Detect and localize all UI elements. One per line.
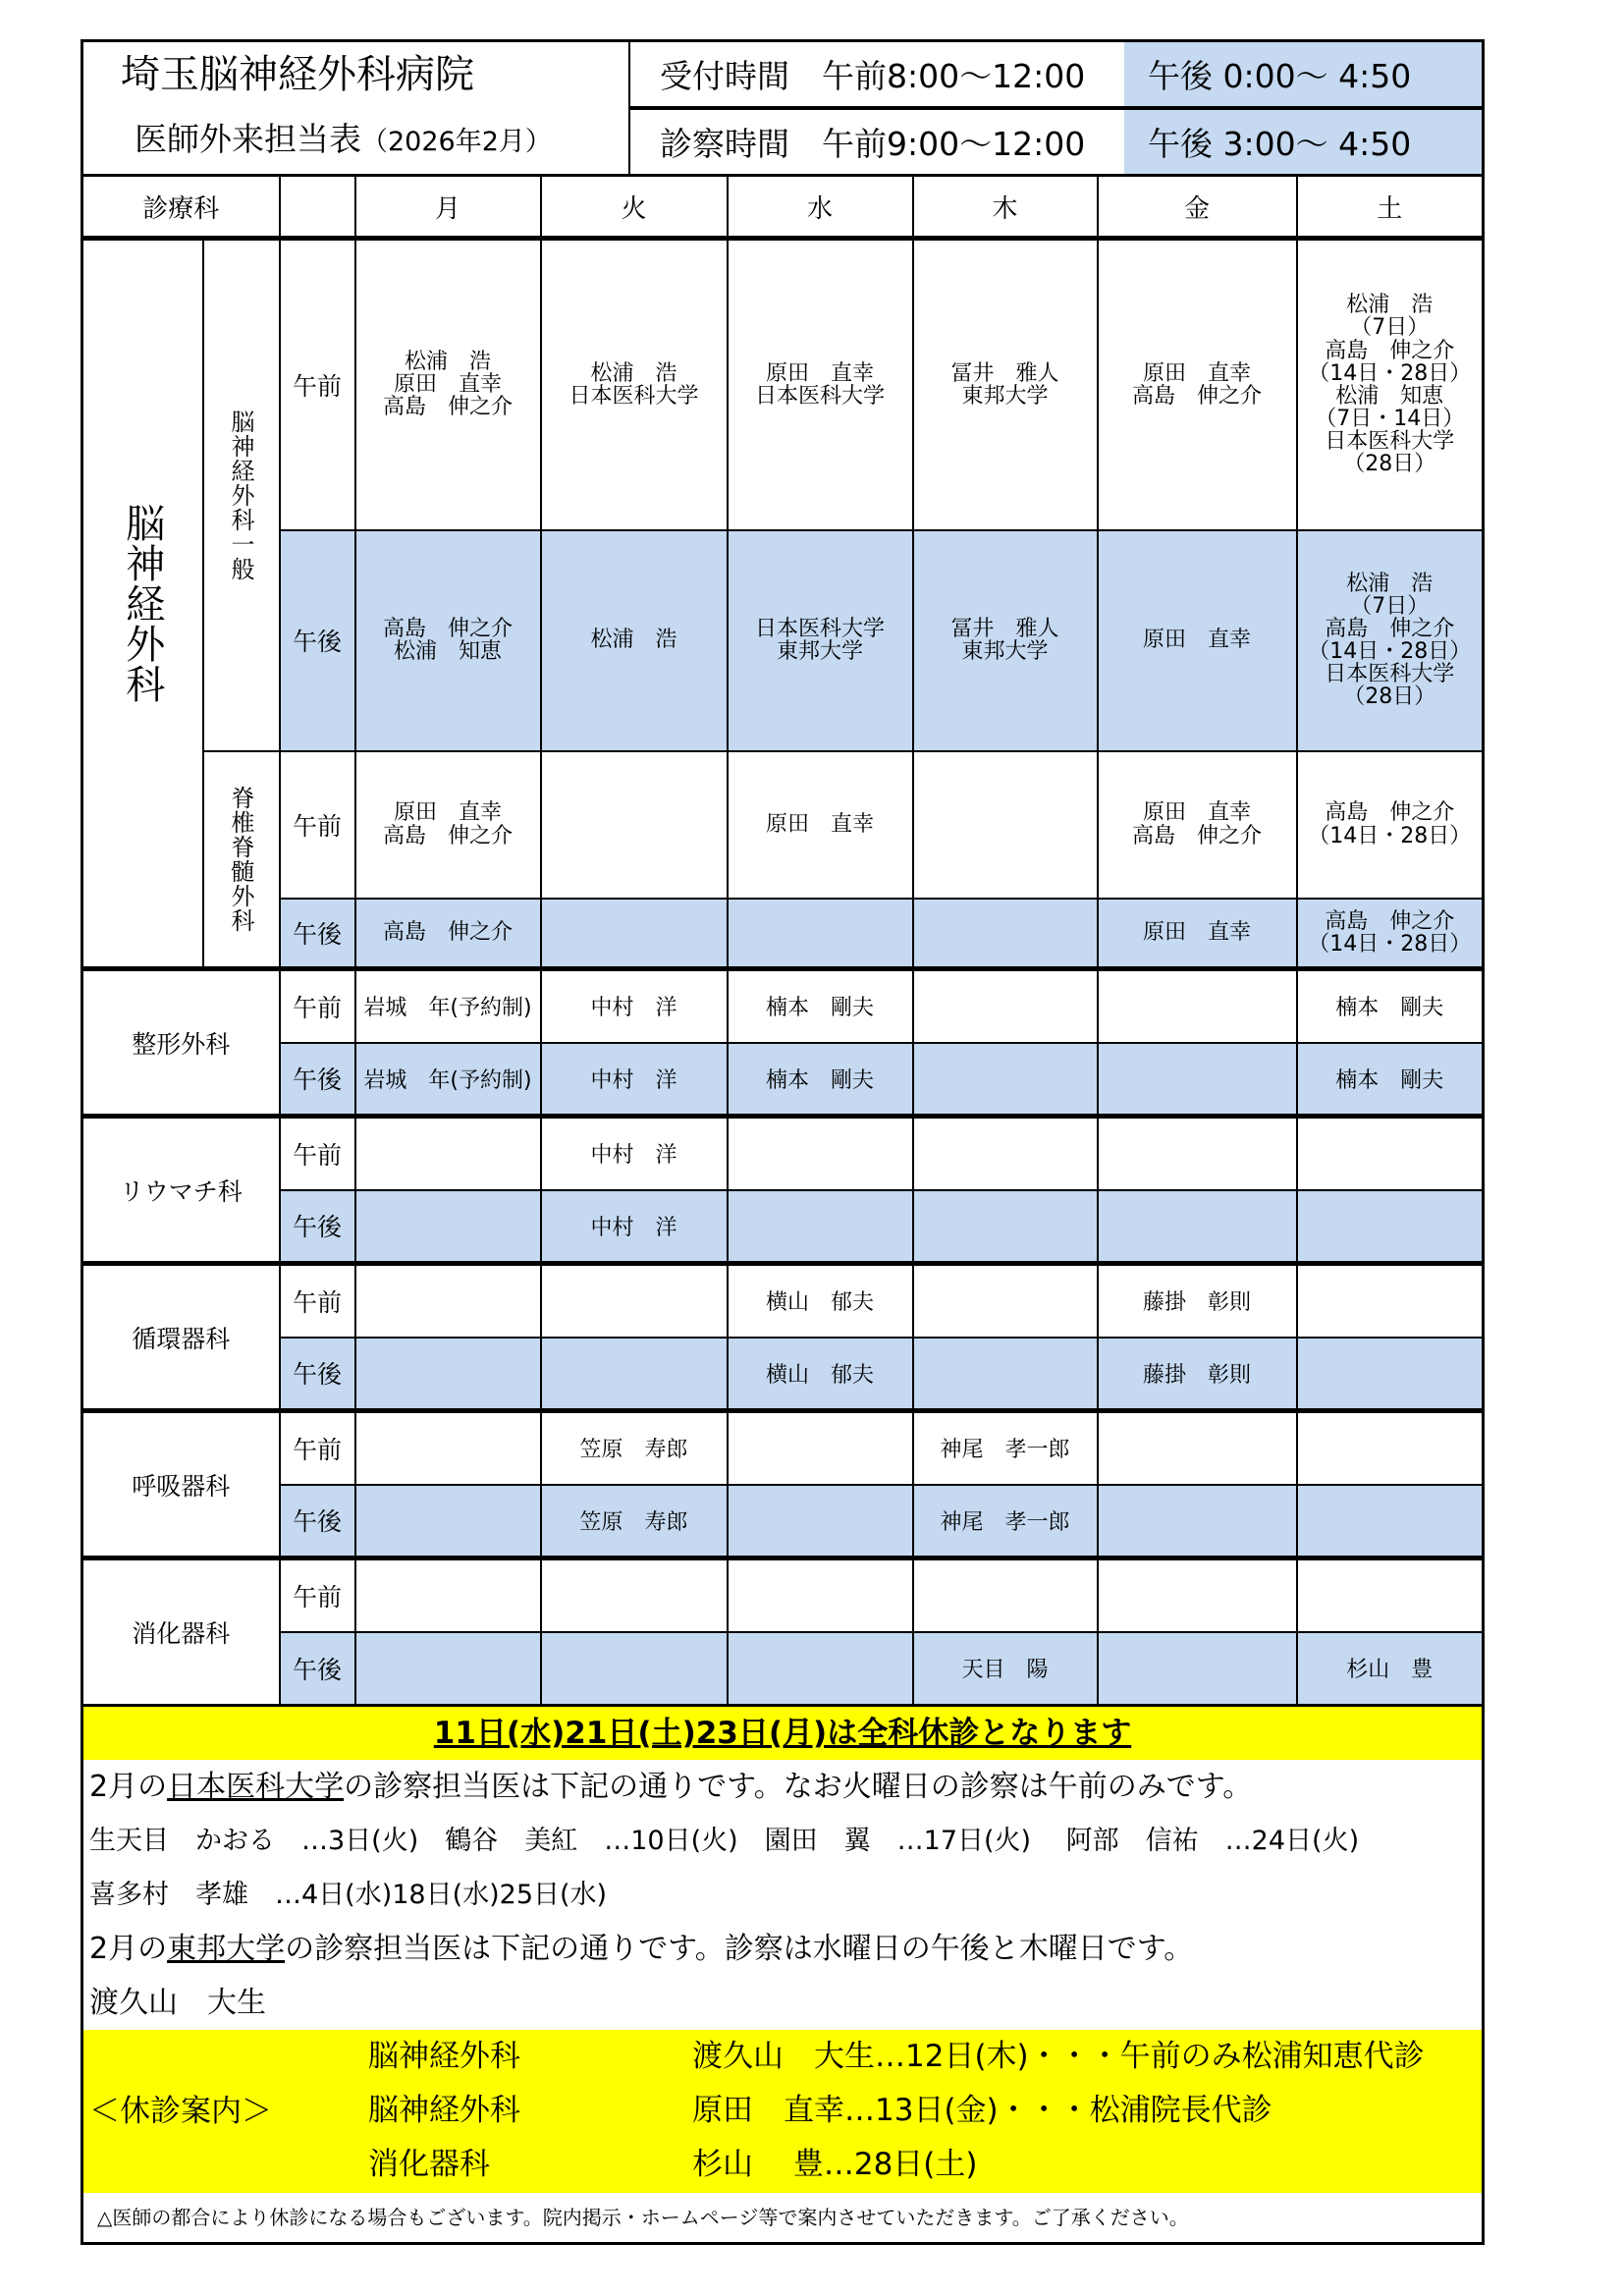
schedule-cell <box>541 899 728 969</box>
cell-slots <box>1099 629 1296 651</box>
am-label: 午前 <box>280 239 355 530</box>
closure-dept: 脳神経外科 <box>368 2093 520 2128</box>
nms-post: の診察担当医は下記の通りです。なお火曜日の診察は午前のみです。 <box>344 1770 1253 1804</box>
schedule-cell <box>541 1632 728 1706</box>
schedule-cell <box>728 1117 913 1190</box>
schedule-cell <box>1098 751 1297 899</box>
hospital-name: 埼玉脳神経外科病院 <box>121 52 474 97</box>
schedule-cell <box>728 751 913 899</box>
doctor-entry: 冨井 雅人 <box>950 360 1059 386</box>
dept-label: 脳神経外科 <box>119 503 165 704</box>
doctor-entry: 松浦 浩 <box>590 360 677 386</box>
schedule-cell <box>355 1411 541 1485</box>
doctor-entry: 松浦 浩 <box>405 350 492 375</box>
doctor-entry: 日本医科大学 <box>568 383 699 409</box>
schedule-cell: 神尾 孝一郎 <box>913 1485 1098 1558</box>
schedule-cell <box>913 239 1098 530</box>
schedule-cell <box>1297 899 1484 969</box>
schedule-cell <box>728 1411 913 1485</box>
schedule-cell <box>913 1338 1098 1411</box>
schedule-row <box>82 1632 1484 1706</box>
schedule-cell: 岩城 年(予約制) <box>355 1043 541 1117</box>
schedule-cell: 神尾 孝一郎 <box>913 1411 1098 1485</box>
cell-slots <box>1298 910 1483 956</box>
doctor-entry: 原田 直幸 <box>766 811 875 837</box>
toho-pre: 2月の <box>89 1932 168 1966</box>
schedule-cell <box>1098 1411 1297 1485</box>
subdept <box>203 751 280 969</box>
schedule-cell <box>1098 969 1297 1043</box>
am-label: 午前 <box>280 1264 355 1338</box>
toho-post: の診察担当医は下記の通りです。診察は水曜日の午後と木曜日です。 <box>285 1932 1194 1966</box>
schedule-row <box>82 1485 1484 1558</box>
dept-label: 循環器科 <box>82 1264 280 1411</box>
cell-slots <box>542 362 727 408</box>
schedule-sheet <box>81 39 1485 2245</box>
page-title <box>83 107 628 172</box>
pm-label: 午後 <box>280 530 355 751</box>
dept-header: 診療科 <box>82 176 280 239</box>
schedule-row <box>82 1558 1484 1632</box>
schedule-cell <box>355 899 541 969</box>
schedule-row <box>82 1117 1484 1190</box>
schedule-row <box>82 751 1484 899</box>
reception-am: 受付時間 午前8:00～12:00 <box>660 57 1086 95</box>
schedule-cell <box>355 1632 541 1706</box>
schedule-cell: 楠本 剛夫 <box>1297 1043 1484 1117</box>
schedule-cell <box>1297 1411 1484 1485</box>
subdept <box>203 239 280 751</box>
schedule-cell: 中村 洋 <box>541 1190 728 1264</box>
day-header: 月 <box>355 176 541 239</box>
toho-notice <box>83 1922 1482 1976</box>
am-label: 午前 <box>280 1411 355 1485</box>
doctor-entry: 松浦 浩 <box>590 628 677 653</box>
consult-am: 診察時間 午前9:00～12:00 <box>660 125 1086 163</box>
closure-label: ＜休診案内＞ <box>89 2094 272 2129</box>
doctor-entry: 原田 直幸 <box>394 372 503 398</box>
schedule-cell <box>728 239 913 530</box>
nms-university: 日本医科大学 <box>167 1770 345 1804</box>
consult-pm: 午後 3:00～ 4:50 <box>1124 110 1482 174</box>
reception-hours <box>630 42 1482 110</box>
doctor-entry: 冨井 雅人 <box>950 616 1059 641</box>
cell-slots <box>1099 801 1296 847</box>
doctor-entry: 東邦大学 <box>961 383 1049 409</box>
cell-slots <box>1298 801 1483 847</box>
schedule-cell <box>1098 239 1297 530</box>
doctor-entry: 日本医科大学 <box>755 383 886 409</box>
schedule-cell <box>1098 1485 1297 1558</box>
schedule-cell <box>541 1264 728 1338</box>
doctor-entry: 松浦 浩 （7日） <box>1346 571 1434 619</box>
schedule-cell <box>1297 239 1484 530</box>
schedule-cell <box>355 239 541 530</box>
am-label: 午前 <box>280 751 355 899</box>
am-label: 午前 <box>280 1117 355 1190</box>
schedule-cell: 楠本 剛夫 <box>728 1043 913 1117</box>
cell-slots <box>914 362 1097 408</box>
schedule-cell <box>1297 1264 1484 1338</box>
doctor-entry: 原田 直幸 <box>766 360 875 386</box>
cell-slots <box>542 629 727 651</box>
schedule-row <box>82 1190 1484 1264</box>
schedule-cell <box>541 239 728 530</box>
doctor-entry: 高島 伸之介 <box>383 920 514 946</box>
schedule-cell <box>355 1485 541 1558</box>
schedule-cell <box>1297 1117 1484 1190</box>
closure-dept: 脳神経外科 <box>368 2039 520 2074</box>
day-header: 金 <box>1098 176 1297 239</box>
closure-banner-text: 11日(水)21日(土)23日(月)は全科休診となります <box>433 1716 1132 1751</box>
schedule-cell: 岩城 年(予約制) <box>355 969 541 1043</box>
closure-detail: 杉山 豊…28日(土) <box>692 2147 978 2182</box>
doctor-entry: 松浦 浩 （7日） <box>1346 293 1434 341</box>
day-header-row <box>82 176 1484 239</box>
am-label: 午前 <box>280 969 355 1043</box>
cell-slots <box>729 618 912 663</box>
schedule-cell <box>1098 899 1297 969</box>
dept-label: リウマチ科 <box>82 1117 280 1264</box>
nms-doctors-2: 喜多村 孝雄 …4日(水)18日(水)25日(水) <box>89 1880 608 1910</box>
doctor-entry: 日本医科大学 （28日） <box>1325 662 1455 710</box>
schedule-cell: 笠原 寿郎 <box>541 1485 728 1558</box>
schedule-cell <box>355 1558 541 1632</box>
closure-info <box>83 2030 1482 2193</box>
cell-slots <box>729 813 912 836</box>
schedule-row <box>82 1043 1484 1117</box>
schedule-cell <box>728 530 913 751</box>
closure-banner <box>83 1707 1482 1760</box>
pm-label: 午後 <box>280 1485 355 1558</box>
schedule-cell <box>1297 1485 1484 1558</box>
toho-university: 東邦大学 <box>167 1932 286 1966</box>
schedule-row <box>82 1411 1484 1485</box>
nms-notice <box>83 1760 1482 1814</box>
doctor-entry: 東邦大学 <box>777 639 864 664</box>
doctor-entry: 高島 伸之介 <box>383 823 514 848</box>
schedule-cell <box>541 530 728 751</box>
cell-slots <box>914 618 1097 663</box>
schedule-cell <box>1098 1043 1297 1117</box>
schedule-row <box>82 239 1484 530</box>
closure-detail: 渡久山 大生…12日(木)・・・午前のみ松浦知恵代診 <box>692 2039 1425 2074</box>
closure-detail: 原田 直幸…13日(金)・・・松浦院長代診 <box>692 2093 1272 2128</box>
schedule-cell: 藤掛 彰則 <box>1098 1264 1297 1338</box>
schedule-cell: 杉山 豊 <box>1297 1632 1484 1706</box>
schedule-row <box>82 1264 1484 1338</box>
doctor-entry: 原田 直幸 <box>1143 628 1252 653</box>
dept-label: 消化器科 <box>82 1558 280 1706</box>
schedule-cell <box>355 1264 541 1338</box>
consultation-hours <box>630 110 1482 174</box>
doctor-entry: 東邦大学 <box>961 639 1049 664</box>
doctor-entry: 高島 伸之介 <box>1132 823 1263 848</box>
schedule-row <box>82 969 1484 1043</box>
schedule-cell <box>541 1558 728 1632</box>
schedule-row <box>82 1338 1484 1411</box>
doctor-entry: 原田 直幸 <box>1143 800 1252 826</box>
schedule-cell <box>728 1190 913 1264</box>
ampm-header <box>280 176 355 239</box>
cell-slots <box>1298 573 1483 709</box>
pm-label: 午後 <box>280 1043 355 1117</box>
schedule-cell <box>728 1632 913 1706</box>
cell-slots <box>356 801 540 847</box>
schedule-cell: 藤掛 彰則 <box>1098 1338 1297 1411</box>
cell-slots <box>1099 362 1296 408</box>
schedule-row <box>82 899 1484 969</box>
month-label: （2026年2月） <box>361 127 552 157</box>
doctor-entry: 原田 直幸 <box>1143 360 1252 386</box>
schedule-cell <box>913 751 1098 899</box>
schedule-cell <box>1297 1558 1484 1632</box>
schedule-cell: 横山 郁夫 <box>728 1264 913 1338</box>
schedule-cell <box>541 1338 728 1411</box>
schedule-cell <box>1297 751 1484 899</box>
schedule-table <box>81 174 1485 1707</box>
schedule-cell <box>1297 1338 1484 1411</box>
notices <box>81 1707 1485 2245</box>
cell-slots <box>1298 294 1483 475</box>
subdept-label: 脊椎脊髄外科 <box>227 785 254 933</box>
schedule-cell <box>355 1190 541 1264</box>
doctor-entry: 日本医科大学 （28日） <box>1325 428 1455 477</box>
day-header: 木 <box>913 176 1098 239</box>
pm-label: 午後 <box>280 1338 355 1411</box>
cell-slots <box>1099 921 1296 944</box>
schedule-cell: 天目 陽 <box>913 1632 1098 1706</box>
dept-label: 整形外科 <box>82 969 280 1117</box>
doctor-entry: 高島 伸之介 <box>383 395 514 420</box>
day-header: 水 <box>728 176 913 239</box>
schedule-cell: 楠本 剛夫 <box>728 969 913 1043</box>
dept-neurosurgery <box>82 239 203 969</box>
pm-label: 午後 <box>280 899 355 969</box>
schedule-cell: 笠原 寿郎 <box>541 1411 728 1485</box>
schedule-row <box>82 530 1484 751</box>
schedule-cell <box>541 751 728 899</box>
schedule-cell <box>913 1117 1098 1190</box>
schedule-cell <box>728 899 913 969</box>
schedule-cell <box>1297 530 1484 751</box>
am-label: 午前 <box>280 1558 355 1632</box>
toho-doctors: 渡久山 大生 <box>89 1986 266 2020</box>
schedule-cell <box>355 1117 541 1190</box>
schedule-cell <box>728 1485 913 1558</box>
closure-dept: 消化器科 <box>368 2147 490 2182</box>
schedule-cell: 楠本 剛夫 <box>1297 969 1484 1043</box>
schedule-cell <box>355 530 541 751</box>
schedule-cell <box>913 1558 1098 1632</box>
schedule-cell <box>355 751 541 899</box>
schedule-cell <box>913 1264 1098 1338</box>
reception-pm: 午後 0:00～ 4:50 <box>1124 42 1482 106</box>
schedule-cell <box>913 530 1098 751</box>
dept-label: 呼吸器科 <box>82 1411 280 1558</box>
doctor-entry: 高島 伸之介 <box>1132 383 1263 409</box>
schedule-cell: 中村 洋 <box>541 969 728 1043</box>
subtitle: 医師外来担当表 <box>135 120 361 158</box>
cell-slots <box>729 362 912 408</box>
nms-doctors-1: 生天目 かおる …3日(火) 鶴谷 美紅 …10日(火) 園田 翼 …17日(火) 阿部 信祐 …24日(火) <box>89 1826 1360 1856</box>
schedule-cell <box>913 1043 1098 1117</box>
pm-label: 午後 <box>280 1190 355 1264</box>
schedule-cell: 横山 郁夫 <box>728 1338 913 1411</box>
schedule-cell <box>1098 1632 1297 1706</box>
schedule-cell <box>913 1190 1098 1264</box>
schedule-cell <box>1297 1190 1484 1264</box>
schedule-cell <box>1098 1558 1297 1632</box>
day-header: 火 <box>541 176 728 239</box>
schedule-cell <box>913 969 1098 1043</box>
day-header: 土 <box>1297 176 1484 239</box>
doctor-entry: 松浦 知恵 <box>394 639 503 664</box>
schedule-cell <box>728 1558 913 1632</box>
schedule-cell <box>913 899 1098 969</box>
schedule-cell: 中村 洋 <box>541 1117 728 1190</box>
cell-slots <box>356 921 540 944</box>
nms-pre: 2月の <box>89 1770 168 1804</box>
schedule-cell <box>1098 530 1297 751</box>
doctor-entry: 原田 直幸 <box>1143 920 1252 946</box>
doctor-entry: 高島 伸之介 <box>383 616 514 641</box>
doctor-entry: 松浦 知恵 （7日・14日） <box>1315 383 1465 431</box>
doctor-entry: 原田 直幸 <box>394 800 503 826</box>
doctor-entry: 日本医科大学 <box>755 616 886 641</box>
cell-slots <box>356 618 540 663</box>
subdept-label: 脳神経外科一般 <box>227 409 254 581</box>
doctor-entry: 高島 伸之介 （14日・28日） <box>1308 616 1472 664</box>
disclaimer: △医師の都合により休診になる場合もございます。院内掲示・ホームページ等で案内させていただきます。ご了承ください。 <box>97 2206 1189 2229</box>
doctor-entry: 高島 伸之介 （14日・28日） <box>1308 338 1472 386</box>
cell-slots <box>356 351 540 418</box>
pm-label: 午後 <box>280 1632 355 1706</box>
schedule-cell: 中村 洋 <box>541 1043 728 1117</box>
doctor-entry: 高島 伸之介 （14日・28日） <box>1308 908 1472 957</box>
schedule-cell <box>1098 1190 1297 1264</box>
schedule-cell <box>355 1338 541 1411</box>
header <box>81 39 1485 174</box>
schedule-cell <box>1098 1117 1297 1190</box>
doctor-entry: 高島 伸之介 （14日・28日） <box>1308 800 1472 848</box>
